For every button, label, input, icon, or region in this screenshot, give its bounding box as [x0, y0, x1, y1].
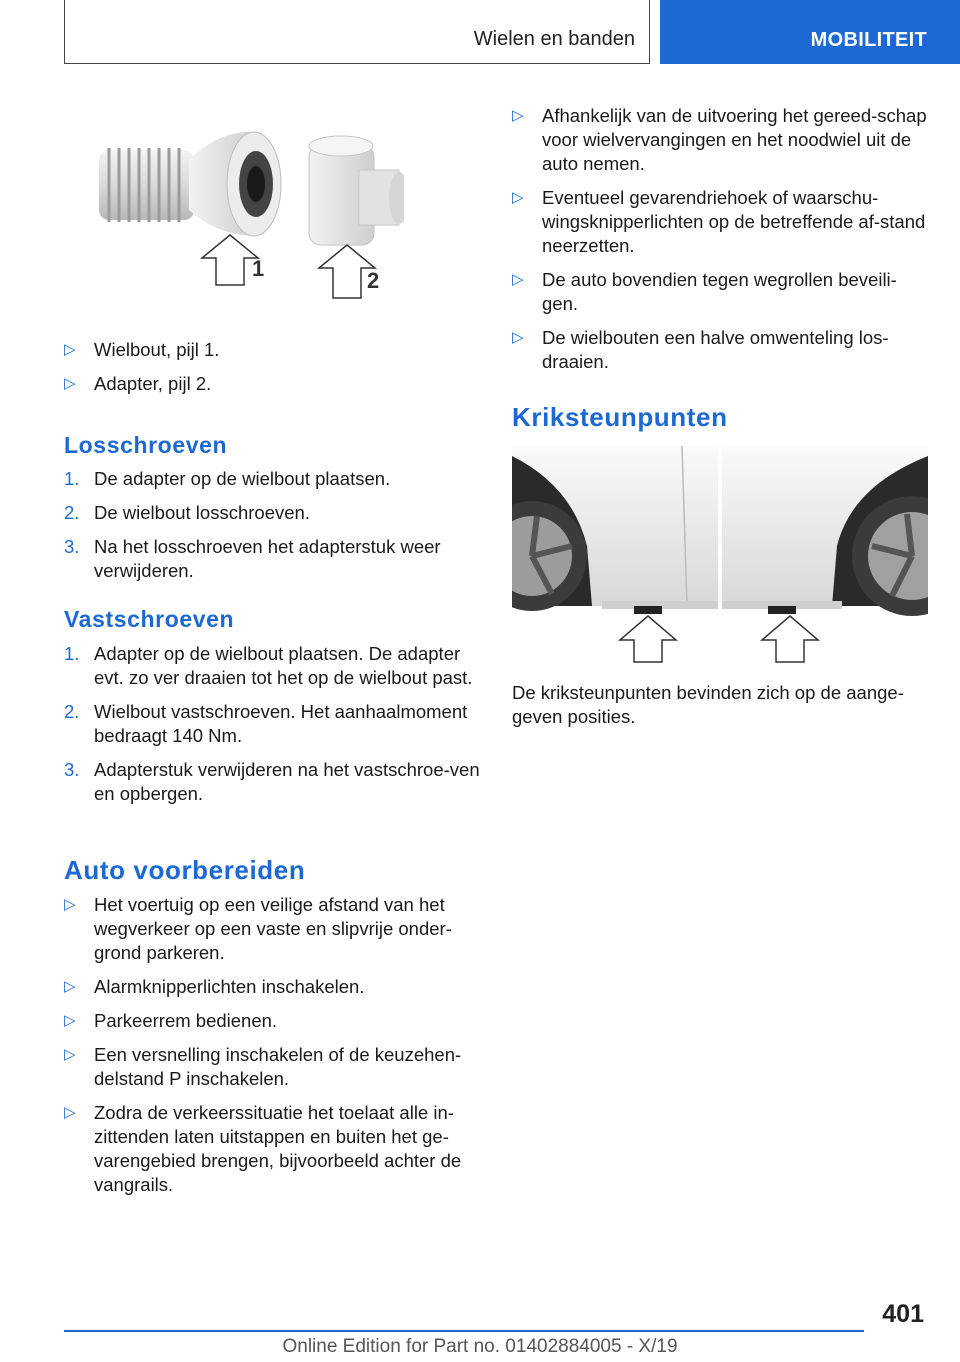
list-item: 2. De wielbout losschroeven. [64, 502, 310, 523]
triangle-right-icon: ▷ [64, 978, 76, 995]
heading-kriksteunpunten: Kriksteunpunten [512, 402, 728, 432]
callout-2: 2 [367, 268, 380, 293]
footer-edition: Online Edition for Part no. 01402884005 - X/19 [282, 1336, 678, 1357]
triangle-right-icon: ▷ [64, 1046, 76, 1063]
list-item: 3. Adapterstuk verwijderen na het vastschroe-ven en opbergen. [64, 759, 480, 804]
jack-points-illustration [512, 446, 928, 668]
list-item: 1. De adapter op de wielbout plaatsen. [64, 468, 391, 489]
triangle-right-icon: ▷ [512, 189, 524, 206]
header-section-title: Wielen en banden [473, 28, 635, 50]
list-item: ▷ De auto bovendien tegen wegrollen beveili-gen. [512, 269, 897, 314]
list-item: ▷ Afhankelijk van de uitvoering het gereed-schap voor wielvervangingen en het noodwiel uit de auto nemen. [512, 105, 927, 174]
triangle-right-icon: ▷ [512, 107, 524, 124]
heading-auto-voorbereiden: Auto voorbereiden [64, 855, 306, 885]
heading-vastschroeven: Vastschroeven [64, 606, 235, 632]
prepare-list-right [512, 104, 932, 384]
triangle-right-icon: ▷ [64, 896, 76, 913]
list-item: ▷ Alarmknipperlichten inschakelen. [64, 976, 365, 997]
triangle-right-icon: ▷ [512, 329, 524, 346]
list-item: ▷ Parkeerrem bedienen. [64, 1010, 278, 1031]
list-item: 3. Na het losschroeven het adapterstuk weer verwijderen. [64, 536, 441, 581]
header-tab[interactable] [660, 0, 960, 64]
triangle-right-icon: ▷ [64, 1104, 76, 1121]
tighten-steps [64, 642, 484, 816]
parts-list [64, 338, 484, 406]
prepare-list-left [64, 893, 484, 1207]
triangle-right-icon: ▷ [512, 271, 524, 288]
page-number: 401 [882, 1300, 924, 1328]
list-item: 2. Wielbout vastschroeven. Het aanhaalmoment bedraagt 140 Nm. [64, 701, 468, 746]
callout-1: 1 [252, 256, 265, 281]
list-item: ▷ Eventueel gevarendriehoek of waarschu-wingsknipperlichten op de betreffende af-stand neerzetten. [512, 187, 926, 256]
triangle-right-icon: ▷ [64, 341, 76, 358]
list-item: ▷ Wielbout, pijl 1. [64, 339, 220, 360]
list-item: ▷ Het voertuig op een veilige afstand van het wegverkeer op een vaste en slipvrije onder-grond parkeren. [64, 894, 452, 963]
triangle-right-icon: ▷ [64, 1012, 76, 1029]
list-item: ▷ Een versnelling inschakelen of de keuzehen-delstand P inschakelen. [64, 1044, 462, 1089]
heading-losschroeven: Losschroeven [64, 432, 228, 458]
list-item: ▷ De wielbouten een halve omwenteling los-draaien. [512, 327, 889, 372]
list-item: 1. Adapter op de wielbout plaatsen. De adapter evt. zo ver draaien tot het op de wielbout past. [64, 643, 473, 688]
jack-points-description: De kriksteunpunten bevinden zich op de aange-geven posities. [512, 682, 904, 727]
header-section-box [64, 0, 650, 64]
list-item: ▷ Zodra de verkeerssituatie het toelaat alle in-zittenden laten uitstappen en buiten het ge-varengebied brengen, bijvoorbeeld achter de vangrails. [64, 1102, 462, 1195]
loosen-steps [64, 467, 484, 593]
triangle-right-icon: ▷ [64, 375, 76, 392]
header-tab-label: MOBILITEIT [810, 29, 927, 51]
list-item: ▷ Adapter, pijl 2. [64, 373, 212, 394]
wheel-bolt-adapter-illustration [64, 110, 404, 320]
footer-divider [64, 1330, 864, 1332]
